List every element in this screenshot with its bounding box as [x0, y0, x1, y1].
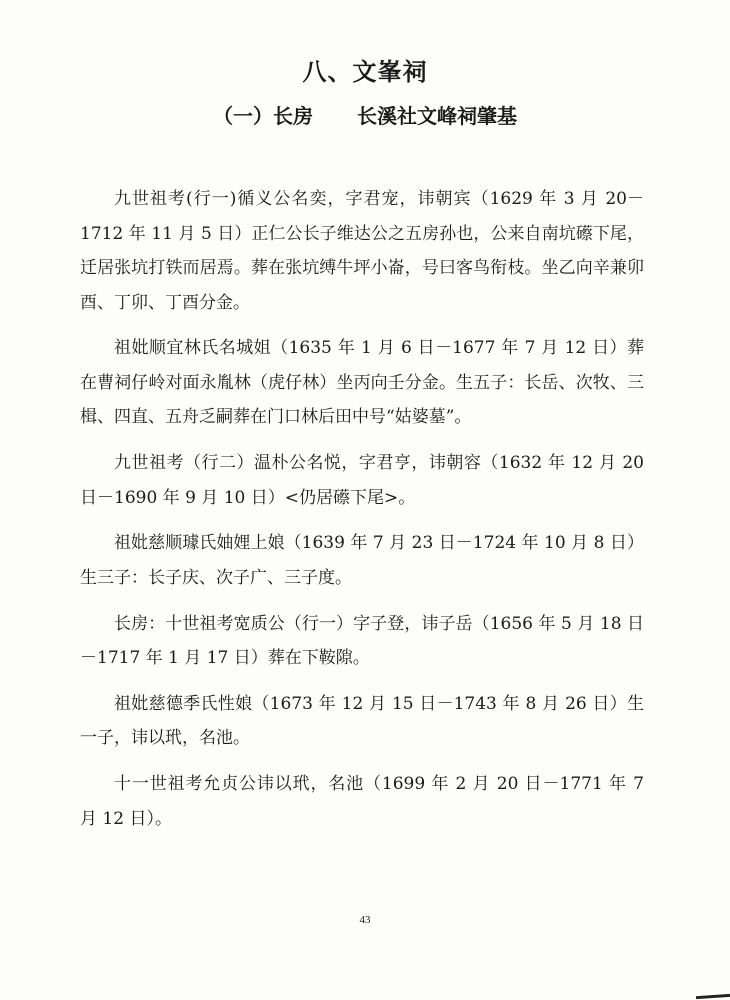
paragraph-1: 九世祖考(行一)循义公名奕，字君宠，讳朝宾（1629 年 3 月 20－1712 年 11 月 5 日）正仁公长子维达公之五房孙也，公来自南坑礤下尾，迁居张坑打铁而居焉。葬在张坑缚牛坪小崙，号曰客鸟衔枝。坐乙向辛兼卯酉、丁卯、丁酉分金。	[80, 189, 644, 313]
subtitle-branch: （一）长房	[213, 104, 313, 128]
document-body	[80, 182, 644, 848]
paragraph-6: 祖妣慈德季氏性娘（1673 年 12 月 15 日－1743 年 8 月 26 日）生一子，讳以玳，名池。	[80, 693, 644, 749]
section-subtitle	[0, 100, 730, 129]
paragraph-4: 祖妣慈顺璩氏妯娌上娘（1639 年 7 月 23 日－1724 年 10 月 8 日）生三子：长子庆、次子广、三子度。	[80, 533, 644, 588]
paragraph-7: 十一世祖考允贞公讳以玳，名池（1699 年 2 月 20 日－1771 年 7 月 12 日）。	[80, 774, 644, 829]
chapter-title: 八、文峯祠	[302, 58, 428, 86]
paragraph-5: 长房：十世祖考宽质公（行一）字子登，讳子岳（1656 年 5 月 18 日－1717 年 1 月 17 日）葬在下鞍隙。	[80, 613, 644, 669]
paragraph-2: 祖妣顺宜林氏名城姐（1635 年 1 月 6 日－1677 年 7 月 12 日）葬在曹祠仔岭对面永胤林（虎仔林）坐丙向壬分金。生五子：长岳、次牧、三楫、四直、五舟乏嗣葬在门口林后田中号“姑婆墓”。	[80, 338, 644, 428]
subtitle-ancestral-hall: 长溪社文峰祠肇基	[357, 104, 517, 128]
page-number: 43	[359, 914, 371, 926]
scan-artifact-mark	[696, 994, 730, 999]
paragraph-3: 九世祖考（行二）温朴公名悦，字君亨，讳朝容（1632 年 12 月 20 日－1690 年 9 月 10 日）<仍居礤下尾>。	[80, 453, 644, 508]
